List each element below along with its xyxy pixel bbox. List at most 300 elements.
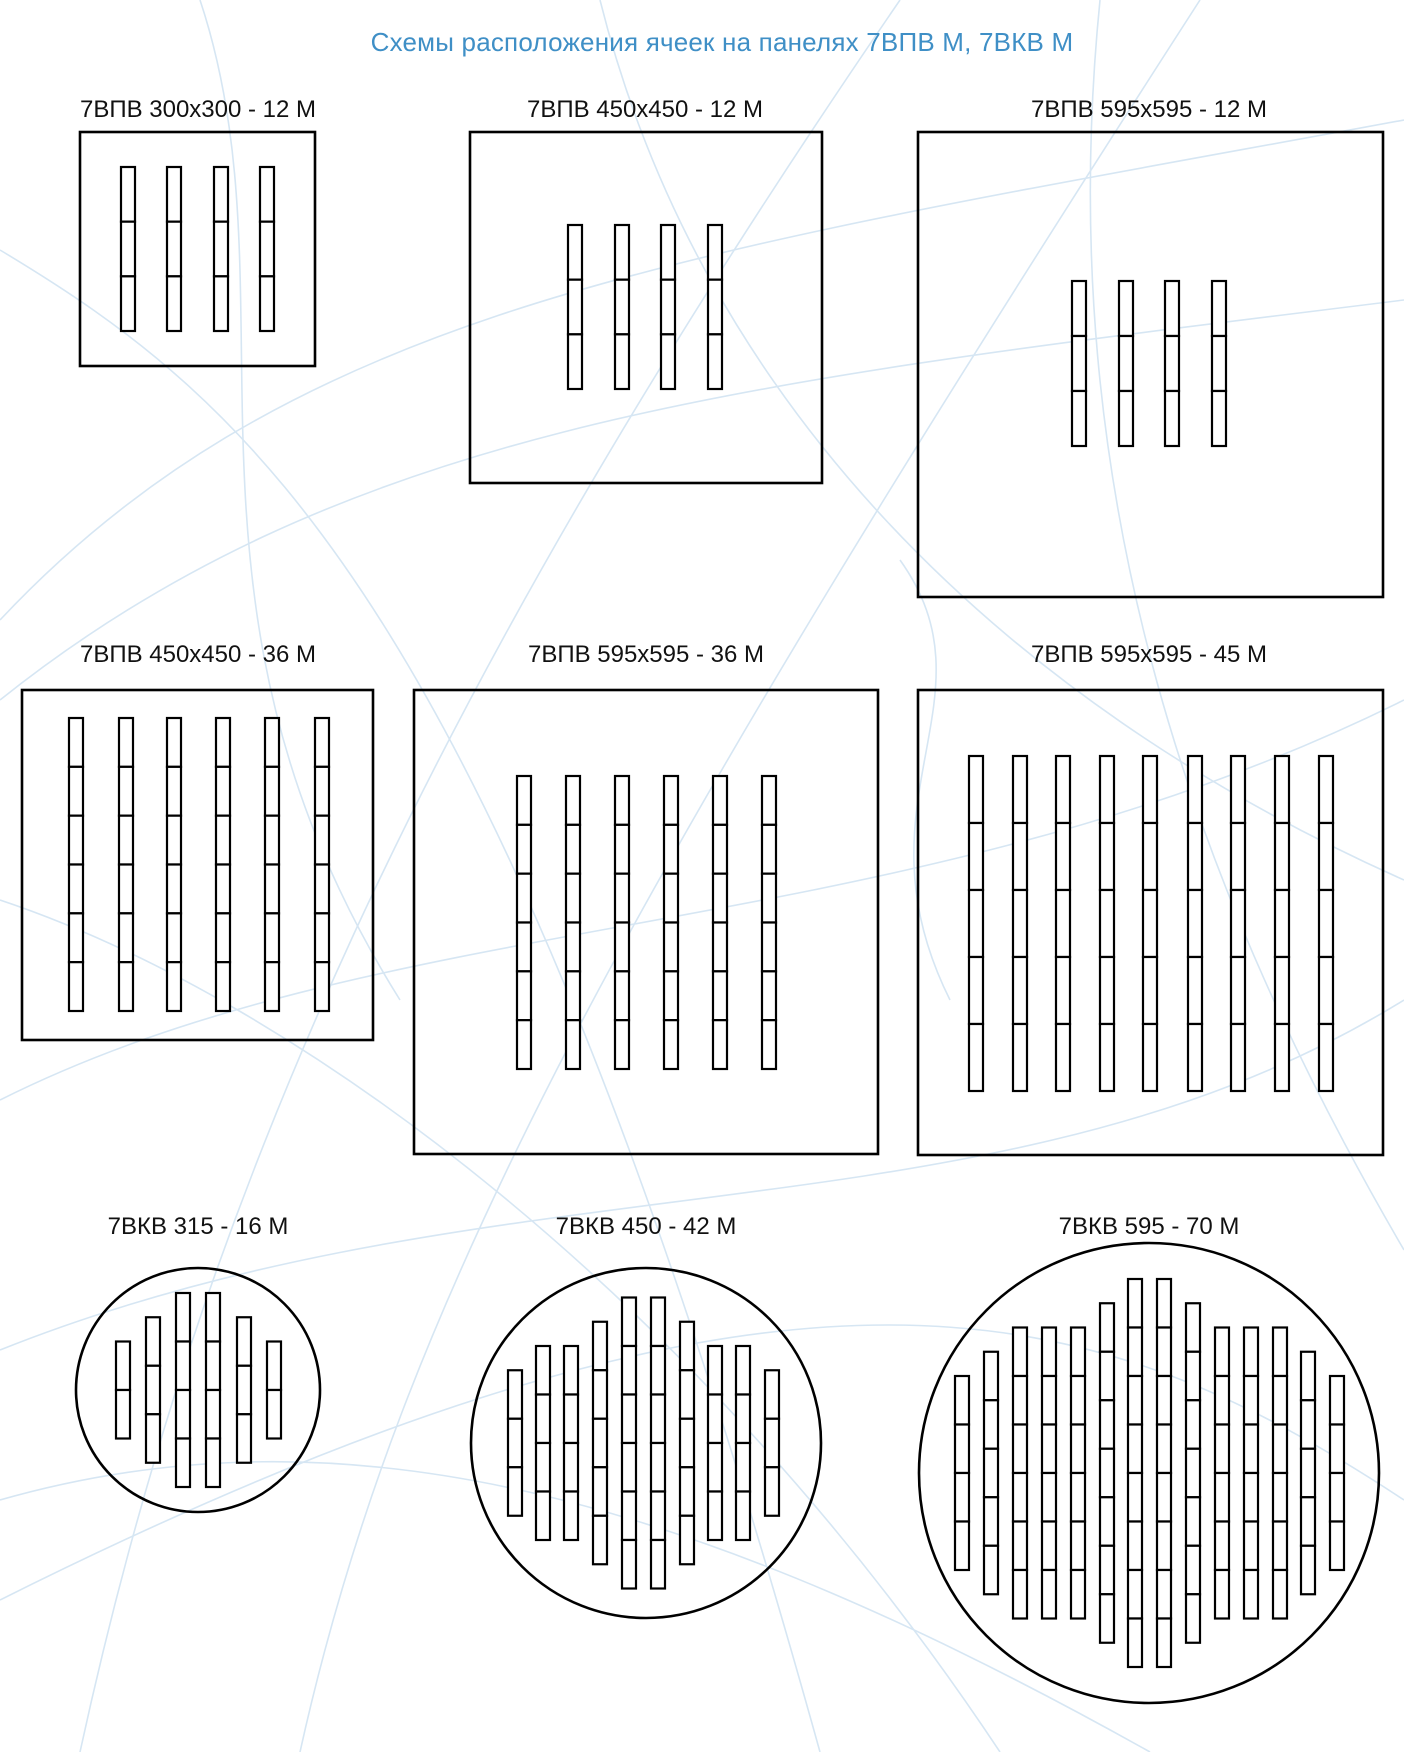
- cell: [1143, 1024, 1157, 1091]
- cell: [1100, 823, 1114, 890]
- cell: [713, 923, 727, 972]
- cell: [1056, 823, 1070, 890]
- cell: [1100, 1546, 1114, 1595]
- cell: [1215, 1522, 1229, 1571]
- cell: [566, 971, 580, 1020]
- cell: [1143, 823, 1157, 890]
- cell: [1273, 1425, 1287, 1474]
- cell: [1165, 391, 1179, 446]
- cell: [615, 225, 629, 280]
- cell: [651, 1492, 665, 1541]
- cell: [736, 1395, 750, 1444]
- cell: [121, 276, 135, 331]
- cell: [517, 923, 531, 972]
- cell: [762, 1020, 776, 1069]
- cell: [1319, 823, 1333, 890]
- cell: [661, 280, 675, 335]
- cell: [1188, 823, 1202, 890]
- cell: [564, 1492, 578, 1541]
- cell: [1071, 1328, 1085, 1377]
- cell: [1100, 1497, 1114, 1546]
- cell: [1100, 890, 1114, 957]
- panel-p1: [80, 132, 315, 366]
- cell: [116, 1390, 130, 1439]
- cell: [615, 1020, 629, 1069]
- cell: [260, 222, 274, 277]
- cell: [167, 962, 181, 1011]
- cell: [622, 1395, 636, 1444]
- cell: [1119, 281, 1133, 336]
- cell: [736, 1443, 750, 1492]
- cell: [517, 1020, 531, 1069]
- cell: [214, 222, 228, 277]
- cell: [167, 222, 181, 277]
- cell: [1231, 823, 1245, 890]
- cell: [1143, 957, 1157, 1024]
- cell: [1013, 823, 1027, 890]
- cell: [1301, 1449, 1315, 1498]
- cell: [206, 1390, 220, 1439]
- cell: [651, 1346, 665, 1395]
- cell: [1128, 1522, 1142, 1571]
- cell: [1301, 1497, 1315, 1546]
- cell: [615, 971, 629, 1020]
- cell: [713, 825, 727, 874]
- cell: [119, 865, 133, 914]
- cell: [1273, 1328, 1287, 1377]
- cell: [1157, 1376, 1171, 1425]
- cell: [1186, 1497, 1200, 1546]
- cell: [146, 1317, 160, 1366]
- cell: [237, 1414, 251, 1463]
- panel-frame: [76, 1268, 320, 1512]
- cell: [615, 280, 629, 335]
- panel-p2: [470, 132, 822, 483]
- cell: [1071, 1570, 1085, 1619]
- cell: [216, 865, 230, 914]
- cell: [984, 1352, 998, 1401]
- cell: [984, 1497, 998, 1546]
- cell: [1128, 1279, 1142, 1328]
- cell: [664, 1020, 678, 1069]
- cell: [1212, 281, 1226, 336]
- cell: [1330, 1425, 1344, 1474]
- cell: [1330, 1376, 1344, 1425]
- cell: [708, 334, 722, 389]
- cell: [1013, 1570, 1027, 1619]
- cell: [265, 718, 279, 767]
- cell: [1215, 1376, 1229, 1425]
- cell: [260, 276, 274, 331]
- cell: [664, 776, 678, 825]
- cell: [568, 225, 582, 280]
- cell: [615, 874, 629, 923]
- panel-p6: [918, 690, 1383, 1155]
- cell: [517, 874, 531, 923]
- panel-frame: [470, 132, 822, 483]
- cell: [1013, 756, 1027, 823]
- cell: [1071, 1522, 1085, 1571]
- cell: [167, 718, 181, 767]
- cell: [955, 1473, 969, 1522]
- cell: [568, 334, 582, 389]
- cell: [267, 1342, 281, 1391]
- cell: [1244, 1522, 1258, 1571]
- cell: [615, 825, 629, 874]
- cell: [1273, 1522, 1287, 1571]
- cell: [1013, 1024, 1027, 1091]
- cell: [762, 874, 776, 923]
- cell: [1071, 1473, 1085, 1522]
- cell: [713, 776, 727, 825]
- cell: [1157, 1619, 1171, 1668]
- cell: [1100, 1303, 1114, 1352]
- cell: [1128, 1425, 1142, 1474]
- cell: [1215, 1328, 1229, 1377]
- cell: [1212, 391, 1226, 446]
- cell: [315, 865, 329, 914]
- cell: [713, 874, 727, 923]
- cell: [708, 225, 722, 280]
- cell: [1244, 1570, 1258, 1619]
- cell: [1013, 1473, 1027, 1522]
- cell: [1301, 1400, 1315, 1449]
- cell: [1056, 1024, 1070, 1091]
- cell: [176, 1390, 190, 1439]
- cell: [1319, 756, 1333, 823]
- cell: [969, 823, 983, 890]
- cell: [176, 1439, 190, 1488]
- cell: [1330, 1473, 1344, 1522]
- cell: [564, 1346, 578, 1395]
- cell: [615, 334, 629, 389]
- cell: [593, 1467, 607, 1516]
- cell: [651, 1540, 665, 1589]
- cell: [1273, 1473, 1287, 1522]
- cell: [680, 1419, 694, 1468]
- cell: [1100, 1024, 1114, 1091]
- panel-label-p2: 7ВПВ 450x450 - 12 М: [526, 96, 764, 123]
- cell: [1188, 756, 1202, 823]
- cell: [1056, 957, 1070, 1024]
- cell: [119, 718, 133, 767]
- cell: [708, 1492, 722, 1541]
- cell: [1100, 1352, 1114, 1401]
- cell: [146, 1414, 160, 1463]
- cell: [708, 1346, 722, 1395]
- cell: [176, 1342, 190, 1391]
- cell: [1275, 756, 1289, 823]
- cell: [167, 865, 181, 914]
- cell: [708, 280, 722, 335]
- cell: [1072, 336, 1086, 391]
- cell: [1013, 1328, 1027, 1377]
- cell: [564, 1395, 578, 1444]
- cell: [265, 816, 279, 865]
- cell: [315, 962, 329, 1011]
- cell: [1186, 1449, 1200, 1498]
- cell: [680, 1370, 694, 1419]
- cell: [508, 1419, 522, 1468]
- cell: [216, 913, 230, 962]
- cell: [984, 1546, 998, 1595]
- cell: [713, 1020, 727, 1069]
- cell: [1072, 281, 1086, 336]
- cell: [1275, 890, 1289, 957]
- cell: [216, 767, 230, 816]
- cell: [566, 776, 580, 825]
- cell: [680, 1322, 694, 1371]
- cell: [736, 1346, 750, 1395]
- cell: [1188, 1024, 1202, 1091]
- cell: [664, 874, 678, 923]
- cell: [517, 825, 531, 874]
- cell: [765, 1419, 779, 1468]
- cell: [216, 816, 230, 865]
- cell: [315, 718, 329, 767]
- cell: [1072, 391, 1086, 446]
- cell: [1013, 957, 1027, 1024]
- cell: [119, 767, 133, 816]
- cell: [1042, 1522, 1056, 1571]
- cell: [622, 1492, 636, 1541]
- cell: [167, 167, 181, 222]
- cell: [1319, 890, 1333, 957]
- cell: [969, 756, 983, 823]
- cell: [508, 1370, 522, 1419]
- cell: [566, 825, 580, 874]
- cell: [1100, 756, 1114, 823]
- cell: [984, 1400, 998, 1449]
- cell: [762, 776, 776, 825]
- cell: [265, 913, 279, 962]
- cell: [1244, 1328, 1258, 1377]
- cell: [680, 1467, 694, 1516]
- cell: [146, 1366, 160, 1415]
- cell: [1186, 1352, 1200, 1401]
- cell: [1215, 1570, 1229, 1619]
- cell: [615, 776, 629, 825]
- cell: [1157, 1279, 1171, 1328]
- panel-label-p9: 7ВКВ 595 - 70 М: [1058, 1213, 1240, 1240]
- panel-frame: [918, 132, 1383, 597]
- cell: [1157, 1522, 1171, 1571]
- panel-p8: [471, 1268, 821, 1618]
- cell: [593, 1370, 607, 1419]
- cell: [762, 825, 776, 874]
- cell: [1244, 1376, 1258, 1425]
- cell: [176, 1293, 190, 1342]
- cell: [1215, 1425, 1229, 1474]
- cell: [1273, 1570, 1287, 1619]
- cell: [1165, 336, 1179, 391]
- cell: [216, 962, 230, 1011]
- cell: [214, 167, 228, 222]
- cell: [1042, 1473, 1056, 1522]
- cell: [955, 1425, 969, 1474]
- page-title: Схемы расположения ячеек на панелях 7ВПВ М, 7ВКВ М: [370, 27, 1074, 57]
- cell: [536, 1492, 550, 1541]
- cell: [1244, 1425, 1258, 1474]
- cell: [622, 1540, 636, 1589]
- cell: [736, 1492, 750, 1541]
- cell: [651, 1298, 665, 1347]
- cell: [1042, 1425, 1056, 1474]
- cell: [1273, 1376, 1287, 1425]
- cell: [1188, 890, 1202, 957]
- cell: [167, 767, 181, 816]
- cell: [265, 865, 279, 914]
- panel-p5: [414, 690, 878, 1154]
- cell: [1212, 336, 1226, 391]
- cell: [1071, 1376, 1085, 1425]
- cell: [984, 1449, 998, 1498]
- cell: [1013, 1376, 1027, 1425]
- panel-label-p6: 7ВПВ 595x595 - 45 М: [1030, 641, 1268, 668]
- cell: [536, 1443, 550, 1492]
- cell: [1128, 1473, 1142, 1522]
- panel-label-p4: 7ВПВ 450x450 - 36 М: [79, 641, 317, 668]
- cell: [1301, 1546, 1315, 1595]
- cell: [315, 767, 329, 816]
- panel-p7: [76, 1268, 320, 1512]
- cell: [69, 718, 83, 767]
- cell: [622, 1346, 636, 1395]
- cell: [206, 1342, 220, 1391]
- panel-label-p3: 7ВПВ 595x595 - 12 М: [1030, 96, 1268, 123]
- cell: [1143, 890, 1157, 957]
- panel-label-p5: 7ВПВ 595x595 - 36 М: [527, 641, 765, 668]
- cell: [969, 957, 983, 1024]
- cell: [1319, 957, 1333, 1024]
- cell: [1186, 1594, 1200, 1643]
- cell: [765, 1370, 779, 1419]
- cell: [661, 225, 675, 280]
- cell: [1013, 890, 1027, 957]
- cell: [1056, 756, 1070, 823]
- cell: [267, 1390, 281, 1439]
- cell: [615, 923, 629, 972]
- cell: [1128, 1619, 1142, 1668]
- cell: [167, 816, 181, 865]
- cell: [1186, 1400, 1200, 1449]
- cell: [206, 1439, 220, 1488]
- cell: [566, 1020, 580, 1069]
- cell: [566, 923, 580, 972]
- cell: [1042, 1328, 1056, 1377]
- panel-frame: [414, 690, 878, 1154]
- cell: [622, 1443, 636, 1492]
- cell: [1186, 1303, 1200, 1352]
- cell: [1128, 1570, 1142, 1619]
- cell: [1128, 1376, 1142, 1425]
- cell: [969, 1024, 983, 1091]
- cell: [1165, 281, 1179, 336]
- cell: [1119, 391, 1133, 446]
- cell: [566, 874, 580, 923]
- cell: [1231, 1024, 1245, 1091]
- cell: [1231, 957, 1245, 1024]
- panel-label-p7: 7ВКВ 315 - 16 М: [107, 1213, 289, 1240]
- cell: [1231, 756, 1245, 823]
- cell: [1056, 890, 1070, 957]
- panel-p4: [22, 690, 373, 1040]
- cell: [237, 1366, 251, 1415]
- cell: [708, 1443, 722, 1492]
- panel-p3: [918, 132, 1383, 597]
- cell: [1143, 756, 1157, 823]
- cell: [762, 971, 776, 1020]
- cell: [622, 1298, 636, 1347]
- cell: [969, 890, 983, 957]
- cell: [517, 776, 531, 825]
- cell: [1330, 1522, 1344, 1571]
- cell: [69, 913, 83, 962]
- cell: [119, 962, 133, 1011]
- cell: [664, 971, 678, 1020]
- cell: [1231, 890, 1245, 957]
- cell: [214, 276, 228, 331]
- cell: [708, 1395, 722, 1444]
- cell: [116, 1342, 130, 1391]
- cell: [1157, 1473, 1171, 1522]
- cell: [1128, 1328, 1142, 1377]
- cell: [765, 1467, 779, 1516]
- cell: [517, 971, 531, 1020]
- cell: [762, 923, 776, 972]
- cell: [713, 971, 727, 1020]
- cell: [1042, 1376, 1056, 1425]
- cell: [237, 1317, 251, 1366]
- cell: [69, 962, 83, 1011]
- panel-label-p1: 7ВПВ 300x300 - 12 М: [79, 96, 317, 123]
- cell: [661, 334, 675, 389]
- cell: [260, 167, 274, 222]
- cell: [1215, 1473, 1229, 1522]
- cell: [69, 865, 83, 914]
- cell: [1275, 1024, 1289, 1091]
- cell: [1319, 1024, 1333, 1091]
- cell: [69, 816, 83, 865]
- cell: [651, 1443, 665, 1492]
- cell: [1186, 1546, 1200, 1595]
- cell: [315, 913, 329, 962]
- cell: [167, 913, 181, 962]
- cell: [680, 1516, 694, 1565]
- cell: [1244, 1473, 1258, 1522]
- cell: [1157, 1425, 1171, 1474]
- cell: [1071, 1425, 1085, 1474]
- cell: [508, 1467, 522, 1516]
- cell: [265, 767, 279, 816]
- cell: [1275, 957, 1289, 1024]
- panel-label-p8: 7ВКВ 450 - 42 М: [555, 1213, 737, 1240]
- cell: [1157, 1570, 1171, 1619]
- cell: [167, 276, 181, 331]
- cell: [1157, 1328, 1171, 1377]
- cell: [1100, 1449, 1114, 1498]
- cell: [69, 767, 83, 816]
- cell: [206, 1293, 220, 1342]
- cell: [119, 816, 133, 865]
- cell: [315, 816, 329, 865]
- cell: [536, 1395, 550, 1444]
- panel-p9: [919, 1243, 1379, 1703]
- cell: [265, 962, 279, 1011]
- cell: [651, 1395, 665, 1444]
- cell: [1100, 1594, 1114, 1643]
- cell: [216, 718, 230, 767]
